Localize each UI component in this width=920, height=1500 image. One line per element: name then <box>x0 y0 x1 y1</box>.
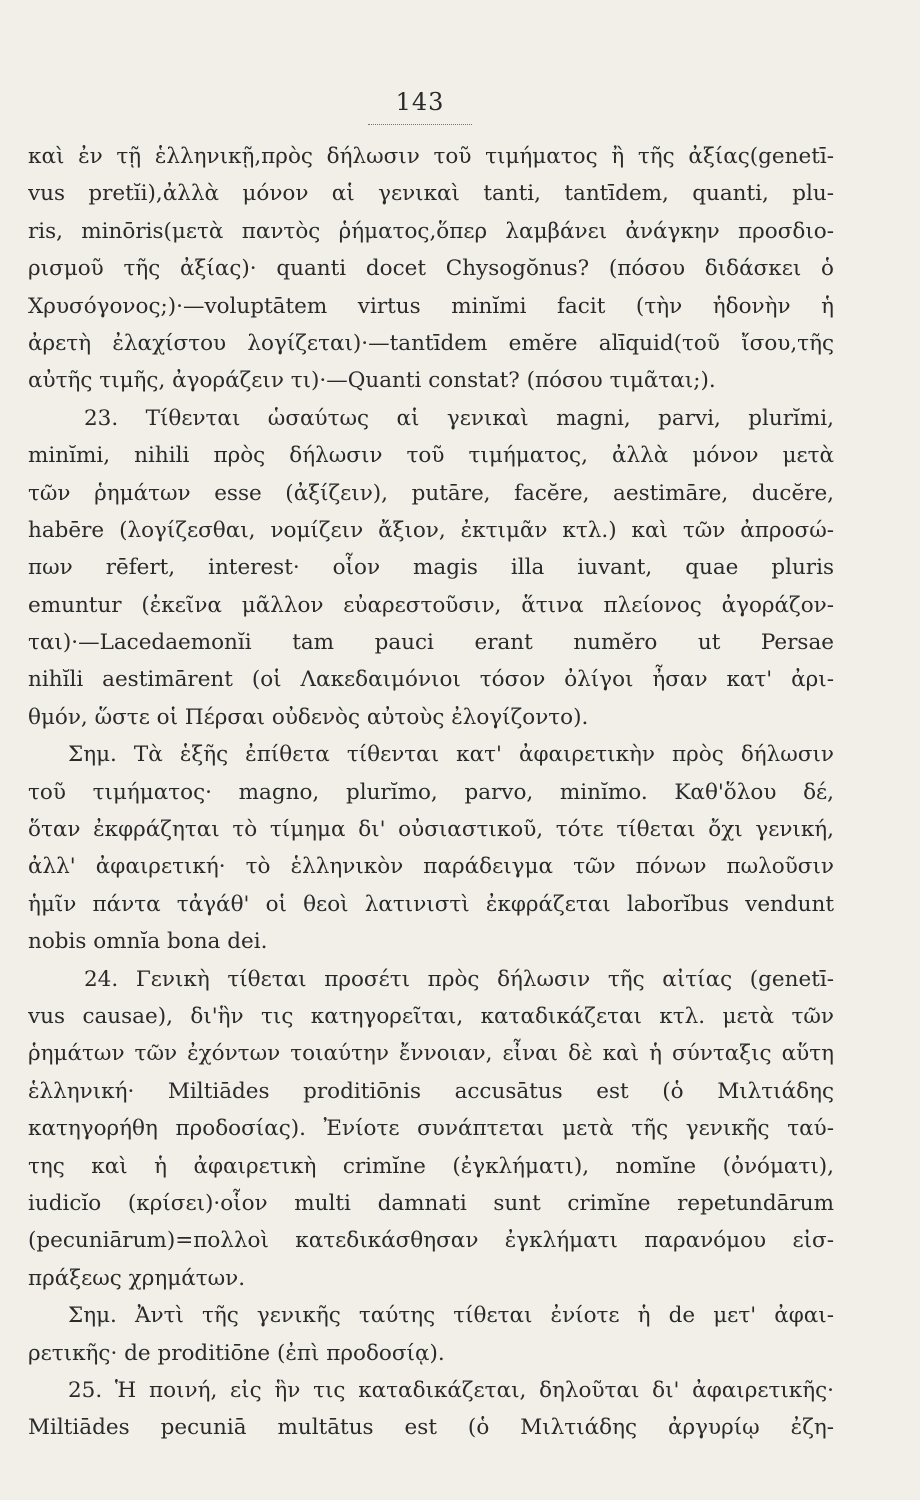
text-line: ῥημάτων τῶν ἐχόντων τοιαύτην ἔννοιαν, εἶναι δὲ καὶ ἡ σύνταξις αὕτη <box>28 1041 834 1067</box>
text-line: της καὶ ἡ ἀφαιρετικὴ crimĭne (ἐγκλήματι), nomĭne (ὀνόματι), <box>28 1153 834 1179</box>
text-line: emuntur (ἐκεῖνα μᾶλλον εὐαρεστοῦσιν, ἅτινα πλείονος ἀγοράζον- <box>28 592 834 618</box>
text-line: τῶν ῥημάτων esse (ἀξίζειν), putāre, facĕre, aestimāre, ducĕre, <box>28 480 834 506</box>
text-line: ὅταν ἐκφράζηται τὸ τίμημα δι' οὐσιαστικοῦ, τότε τίθεται ὄχι γενική, <box>28 817 834 843</box>
text-line: vus pretĭi),ἀλλὰ μόνον αἱ γενικαὶ tanti, tantīdem, quanti, plu- <box>28 181 834 207</box>
text-line: πράξεως χρημάτων. <box>28 1265 246 1291</box>
header-rule <box>368 124 472 125</box>
text-line: αὐτῆς τιμῆς, ἀγοράζειν τι)·—Quanti constat? (πόσου τιμᾶται;). <box>28 368 716 394</box>
text-line: iudicĭo (κρίσει)·οἷον multi damnati sunt crimĭne repetundārum <box>28 1190 834 1216</box>
text-line: κατηγορήθη προδοσίας). Ἐνίοτε συνάπτεται μετὰ τῆς γενικῆς ταύ- <box>28 1116 834 1142</box>
text-line: ἀλλ' ἀφαιρετική· τὸ ἑλληνικὸν παράδειγμα τῶν πόνων πωλοῦσιν <box>28 854 834 880</box>
text-line: ρετικῆς· de proditiōne (ἐπὶ προδοσίᾳ). <box>28 1340 445 1366</box>
body-text <box>28 138 834 1447</box>
paragraph-25-start: 25. Ἡ ποινή, εἰς ἣν τις καταδικάζεται, δηλοῦται δι' ἀφαιρετικῆς· <box>68 1377 834 1403</box>
text-line: ἀρετὴ ἐλαχίστου λογίζεται)·—tantīdem emĕre alīquid(τοῦ ἴσου,τῆς <box>28 330 834 356</box>
text-line: Χρυσόγονος;)·—voluptātem virtus minĭmi facit (τὴν ἡδονὴν ἡ <box>28 293 834 319</box>
note-start: Σημ. Τὰ ἑξῆς ἐπίθετα τίθενται κατ' ἀφαιρετικὴν πρὸς δήλωσιν <box>68 742 834 768</box>
text-line: Miltiādes pecuniā multātus est (ὁ Μιλτιάδης ἀργυρίῳ ἐζη- <box>28 1415 834 1441</box>
text-line: ris, minōris(μετὰ παντὸς ῥήματος,ὅπερ λαμβάνει ἀνάγκην προσδιο- <box>28 218 834 244</box>
text-line: τοῦ τιμήματος· magno, plurĭmo, parvo, minĭmo. Καθ'ὅλου δέ, <box>28 779 834 805</box>
note-start: Σημ. Ἀντὶ τῆς γενικῆς ταύτης τίθεται ἐνίοτε ἡ de μετ' ἀφαι- <box>68 1303 834 1329</box>
text-line: nihĭli aestimārent (οἱ Λακεδαιμόνιοι τόσον ὀλίγοι ἦσαν κατ' ἀρι- <box>28 667 834 693</box>
text-line: (pecuniārum)=πολλοὶ κατεδικάσθησαν ἐγκλήματι παρανόμου εἰσ- <box>28 1228 834 1254</box>
text-line: minĭmi, nihili πρὸς δήλωσιν τοῦ τιμήματος, ἀλλὰ μόνον μετὰ <box>28 443 834 469</box>
text-line: habēre (λογίζεσθαι, νομίζειν ἄξιον, ἐκτιμᾶν κτλ.) καὶ τῶν ἀπροσώ- <box>28 517 834 543</box>
text-line: ἡμῖν πάντα τἀγάθ' οἱ θεοὶ λατινιστὶ ἐκφράζεται laborĭbus vendunt <box>28 891 834 917</box>
text-line: nobis omnĭa bona dei. <box>28 929 268 955</box>
text-line: vus causae), δι'ἣν τις κατηγορεῖται, καταδικάζεται κτλ. μετὰ τῶν <box>28 1003 834 1029</box>
page-number: 143 <box>395 88 445 116</box>
paragraph-24-start: 24. Γενικὴ τίθεται προσέτι πρὸς δήλωσιν τῆς αἰτίας (genetī- <box>84 966 834 992</box>
text-line: ρισμοῦ τῆς ἀξίας)· quanti docet Chysogŏnus? (πόσου διδάσκει ὁ <box>28 256 834 282</box>
paragraph-23-start: 23. Τίθενται ὡσαύτως αἱ γενικαὶ magni, parvi, plurĭmi, <box>84 405 834 431</box>
text-line: πων rēfert, interest· οἷον magis illa iuvant, quae pluris <box>28 555 834 581</box>
text-line: ἑλληνική· Miltiādes proditiōnis accusātus est (ὁ Μιλτιάδης <box>28 1078 834 1104</box>
text-line: ται)·—Lacedaemonĭi tam pauci erant numĕro ut Persae <box>28 630 834 656</box>
text-line: καὶ ἐν τῇ ἑλληνικῇ,πρὸς δήλωσιν τοῦ τιμήματος ἢ τῆς ἀξίας(genetī- <box>28 144 834 169</box>
text-line: θμόν, ὥστε οἱ Πέρσαι οὐδενὸς αὐτοὺς ἐλογίζοντο). <box>28 704 589 730</box>
